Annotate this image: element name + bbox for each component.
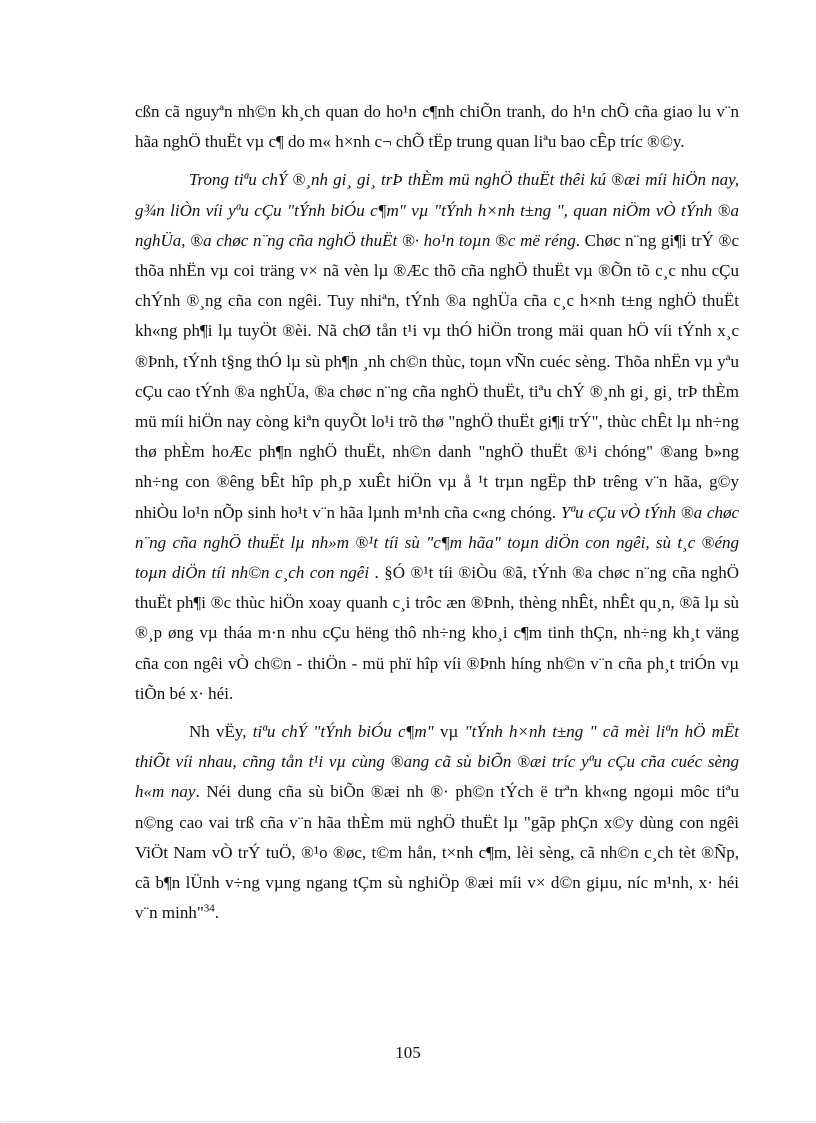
paragraph-2 (135, 165, 739, 709)
page-bottom-divider (0, 1121, 816, 1122)
paragraph-3-text-3: . Néi dung cña sù biÕn ®æi nh ®· ph©n tÝch ë trªn kh«ng ngoµi môc tiªu n©ng cao vai trß cña v¨n hãa thÈm mü nghÖ thuËt lµ "gãp phÇn x©y dùng con ngêi ViÖt Nam vÒ trÝ tuÖ, ®¹o ®øc, t©m hån, t×nh c¶m, lèi sèng, cã nh©n c¸ch tèt ®Ñp, cã b¶n lÜnh v÷ng vµng ngang tÇm sù nghiÖp ®æi míi v× d©n giµu, níc m¹nh, x· héi v¨n minh" (135, 782, 740, 923)
paragraph-2-italic-1: Trong tiªu chÝ ®¸nh gi¸ gi¸ trÞ thÈm mü nghÖ thuËt thêi kú ®æi míi hiÖn nay, g¾n liÒn víi yªu cÇu "tÝnh biÓu c¶m" vµ "tÝnh h×nh t±ng ", quan niÖm vÒ tÝnh ®a nghÜa, ®a chøc n¨ng cña nghÖ thuËt ®· ho¹n toµn ®c më réng (135, 170, 739, 250)
paragraph-2-italic-2: Yªu cÇu vÒ tÝnh ®a chøc n¨ng cña nghÖ thuËt lµ nh»m ®¹t tíi sù "c¶m hãa" toµn diÖn con ngêi, sù t¸c ®éng toµn diÖn tíi nh©n c¸ch con ngêi (135, 502, 739, 583)
paragraph-1-text: cßn cã nguyªn nh©n kh¸ch quan do ho¹n c¶nh chiÕn tranh, do h¹n chÕ cña giao lu v¨n hãa nghÖ thuËt vµ c¶ do m« h×nh c¬ chÕ tËp trung quan liªu bao cÊp tríc ®©y. (135, 102, 739, 152)
footnote-reference: 34 (203, 902, 215, 915)
paragraph-3-text-1: Nh vËy, (189, 722, 253, 742)
paragraph-3-text-2: vµ (433, 722, 465, 742)
body-text (135, 97, 739, 928)
page-number: 105 (395, 1043, 421, 1062)
paragraph-3-italic-2: "tÝnh h×nh t±ng " cã mèi liªn hÖ mËt thiÕt víi nhau, cñng tån t¹i vµ cùng ®ang cã sù biÕn ®æi tríc yªu cÇu cña cuéc sèng h«m nay (135, 722, 740, 802)
paragraph-2-text-1: . Chøc n¨ng gi¶i trÝ ®c thõa nhËn vµ coi träng v× nã vèn lµ ®Æc thõ cña nghÖ thuËt vµ ®Õn tõ c¸c nhu cÇu chÝnh ®¸ng cña con ngêi. Tuy nhiªn, tÝnh ®a nghÜa cña c¸c h×nh t±ng nghÖ thuËt kh«ng ph¶i lµ tuyÖt ®èi. Nã chØ tån t¹i vµ thÓ hiÖn trong mäi quan hÖ víi tÝnh x¸c ®Þnh, tÝnh t§ng thÓ lµ sù ph¶n ¸nh ch©n thùc, toµn vÑn cuéc sèng. Thõa nhËn vµ yªu cÇu cao tÝnh ®a nghÜa, ®a chøc n¨ng cña nghÖ thuËt, tiªu chÝ ®¸nh gi¸ gi¸ trÞ thÈm mü míi hiÖn nay còng kiªn quyÕt lo¹i trõ thø "nghÖ thuËt gi¶i trÝ", thùc chÊt lµ nh÷ng thø phÈm hoÆc ph¶n nghÖ thuËt, nh©n danh "nghÖ thuËt ®¹i chóng" ®ang b»ng nh÷ng con ®êng bÊt hîp ph¸p xuÊt hiÖn vµ å ¹t trµn ngËp thÞ trêng v¨n hãa, g©y nhiÒu lo¹n nÕp sinh ho¹t v¨n hãa lµnh m¹nh cña c«ng chóng. (135, 230, 739, 522)
paragraph-3-text-4: . (214, 903, 220, 923)
paragraph-3-italic-1: tiªu chÝ "tÝnh biÓu c¶m" (252, 722, 434, 742)
paragraph-3 (135, 717, 739, 928)
paragraph-1 (135, 97, 739, 157)
paragraph-2-text-2: . §Ó ®¹t tíi ®iÒu ®ã, tÝnh ®a chøc n¨ng cña nghÖ thuËt ph¶i ®c thùc hiÖn xoay quanh c¸i trôc æn ®Þnh, thèng nhÊt, nhÊt qu¸n, ®ã lµ sù ®¸p øng vµ tháa m·n nhu cÇu hëng thô nh÷ng kho¸i c¶m tinh thÇn, nh÷ng kh¸t väng cña con ngêi vÒ ch©n - thiÖn - mü phï hîp víi ®Þnh híng nh©n v¨n cña ph¸t triÓn vµ tiÕn bé x· héi. (135, 563, 740, 703)
